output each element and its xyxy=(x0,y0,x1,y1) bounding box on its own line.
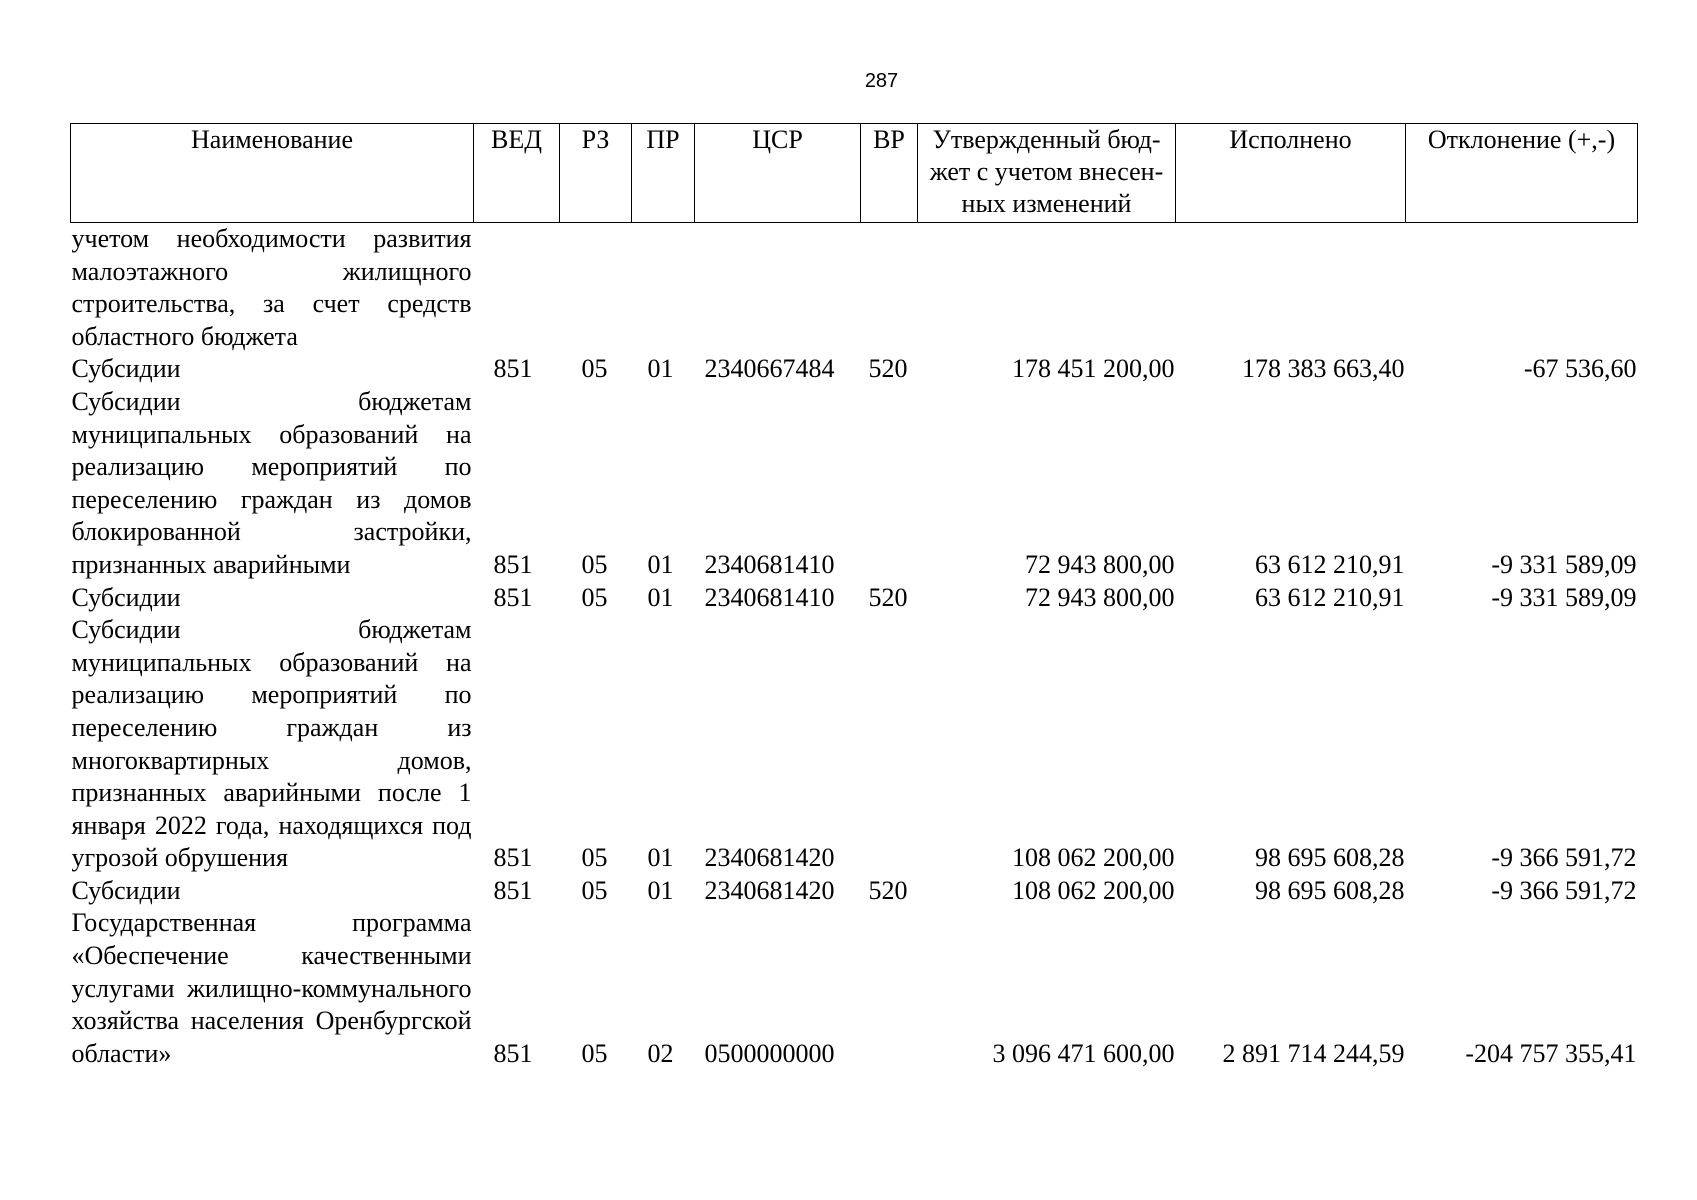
row-csr xyxy=(695,223,861,354)
budget-table-container xyxy=(70,123,1637,1070)
row-deviation: -9 331 589,09 xyxy=(1491,582,1637,612)
table-row xyxy=(71,386,1638,582)
row-executed xyxy=(1176,223,1406,354)
header-vr: ВР xyxy=(861,124,918,223)
row-rz: 05 xyxy=(581,354,608,384)
row-vr xyxy=(861,386,918,582)
row-ved: 851 xyxy=(493,582,533,612)
row-pr xyxy=(632,223,695,354)
row-name: Субсидии бюджетам муниципальных образований на реализацию мероприятий по переселению граждан из домов блокированной застройки, признанных аварийными xyxy=(71,386,472,579)
row-deviation: -9 331 589,09 xyxy=(1491,549,1637,579)
row-pr: 01 xyxy=(647,354,674,384)
header-name: Наименование xyxy=(71,124,474,223)
row-name: Государственная программа «Обеспечение качественными услугами жилищно-коммунального хозяйства населения Оренбургской области» xyxy=(71,908,472,1068)
row-ved: 851 xyxy=(493,843,533,873)
row-ved: 851 xyxy=(493,875,533,905)
row-vr: 520 xyxy=(868,875,908,905)
row-executed: 63 612 210,91 xyxy=(1255,582,1405,612)
table-row xyxy=(71,353,1638,386)
row-csr: 2340681410 xyxy=(704,549,835,579)
row-deviation: -9 366 591,72 xyxy=(1491,875,1637,905)
table-row xyxy=(71,907,1638,1070)
row-approved: 108 062 200,00 xyxy=(1012,875,1175,905)
row-vr xyxy=(861,614,918,875)
table-body xyxy=(71,223,1638,1071)
row-approved xyxy=(918,223,1176,354)
row-deviation: -9 366 591,72 xyxy=(1491,843,1637,873)
row-vr: 520 xyxy=(868,582,908,612)
row-approved: 72 943 800,00 xyxy=(1025,549,1175,579)
row-name: Субсидии xyxy=(71,582,181,612)
row-rz xyxy=(560,223,632,354)
table-row xyxy=(71,223,1638,354)
row-pr: 02 xyxy=(647,1038,674,1068)
header-ved: ВЕД xyxy=(474,124,560,223)
row-executed: 2 891 714 244,59 xyxy=(1222,1038,1405,1068)
header-csr: ЦСР xyxy=(695,124,861,223)
page-number: 287 xyxy=(864,70,899,92)
header-deviation: Отклонение (+,-) xyxy=(1406,124,1638,223)
row-csr: 0500000000 xyxy=(704,1038,835,1068)
row-vr xyxy=(861,223,918,354)
row-executed: 178 383 663,40 xyxy=(1242,354,1405,384)
row-vr xyxy=(861,907,918,1070)
row-deviation: -67 536,60 xyxy=(1523,354,1637,384)
row-pr: 01 xyxy=(647,843,674,873)
row-pr: 01 xyxy=(647,549,674,579)
row-rz: 05 xyxy=(581,582,608,612)
row-approved: 178 451 200,00 xyxy=(1012,354,1175,384)
row-pr: 01 xyxy=(647,875,674,905)
row-pr: 01 xyxy=(647,582,674,612)
row-rz: 05 xyxy=(581,875,608,905)
row-deviation: -204 757 355,41 xyxy=(1465,1038,1637,1068)
row-executed: 98 695 608,28 xyxy=(1255,875,1405,905)
table-row xyxy=(71,582,1638,615)
row-rz: 05 xyxy=(581,843,608,873)
row-vr: 520 xyxy=(868,354,908,384)
row-ved: 851 xyxy=(493,549,533,579)
row-ved: 851 xyxy=(493,1038,533,1068)
row-csr: 2340681420 xyxy=(704,875,835,905)
row-rz: 05 xyxy=(581,549,608,579)
row-name: Субсидии бюджетам муниципальных образований на реализацию мероприятий по переселению граждан из многоквартирных домов, признанных аварийными после 1 января 2022 года, находящихся под угрозой обрушения xyxy=(71,615,472,873)
row-name: учетом необходимости развития малоэтажного жилищного строительства, за счет средств областного бюджета xyxy=(71,224,472,351)
row-ved xyxy=(474,223,560,354)
row-csr: 2340681410 xyxy=(704,582,835,612)
row-name: Субсидии xyxy=(71,354,181,384)
row-executed: 63 612 210,91 xyxy=(1255,549,1405,579)
row-deviation xyxy=(1406,223,1638,354)
row-executed: 98 695 608,28 xyxy=(1255,843,1405,873)
table-row xyxy=(71,614,1638,875)
table-row xyxy=(71,875,1638,908)
row-csr: 2340681420 xyxy=(704,843,835,873)
row-approved: 108 062 200,00 xyxy=(1012,843,1175,873)
header-approved-budget: Утвержденный бюд-жет с учетом внесен-ных изменений xyxy=(918,124,1176,223)
row-ved: 851 xyxy=(493,354,533,384)
budget-execution-table xyxy=(70,123,1638,1070)
table-header xyxy=(71,124,1638,223)
row-approved: 72 943 800,00 xyxy=(1025,582,1175,612)
row-name: Субсидии xyxy=(71,875,181,905)
header-pr: ПР xyxy=(632,124,695,223)
header-executed: Исполнено xyxy=(1176,124,1406,223)
row-csr: 2340667484 xyxy=(704,354,835,384)
row-rz: 05 xyxy=(581,1038,608,1068)
row-approved: 3 096 471 600,00 xyxy=(992,1038,1175,1068)
header-rz: РЗ xyxy=(560,124,632,223)
